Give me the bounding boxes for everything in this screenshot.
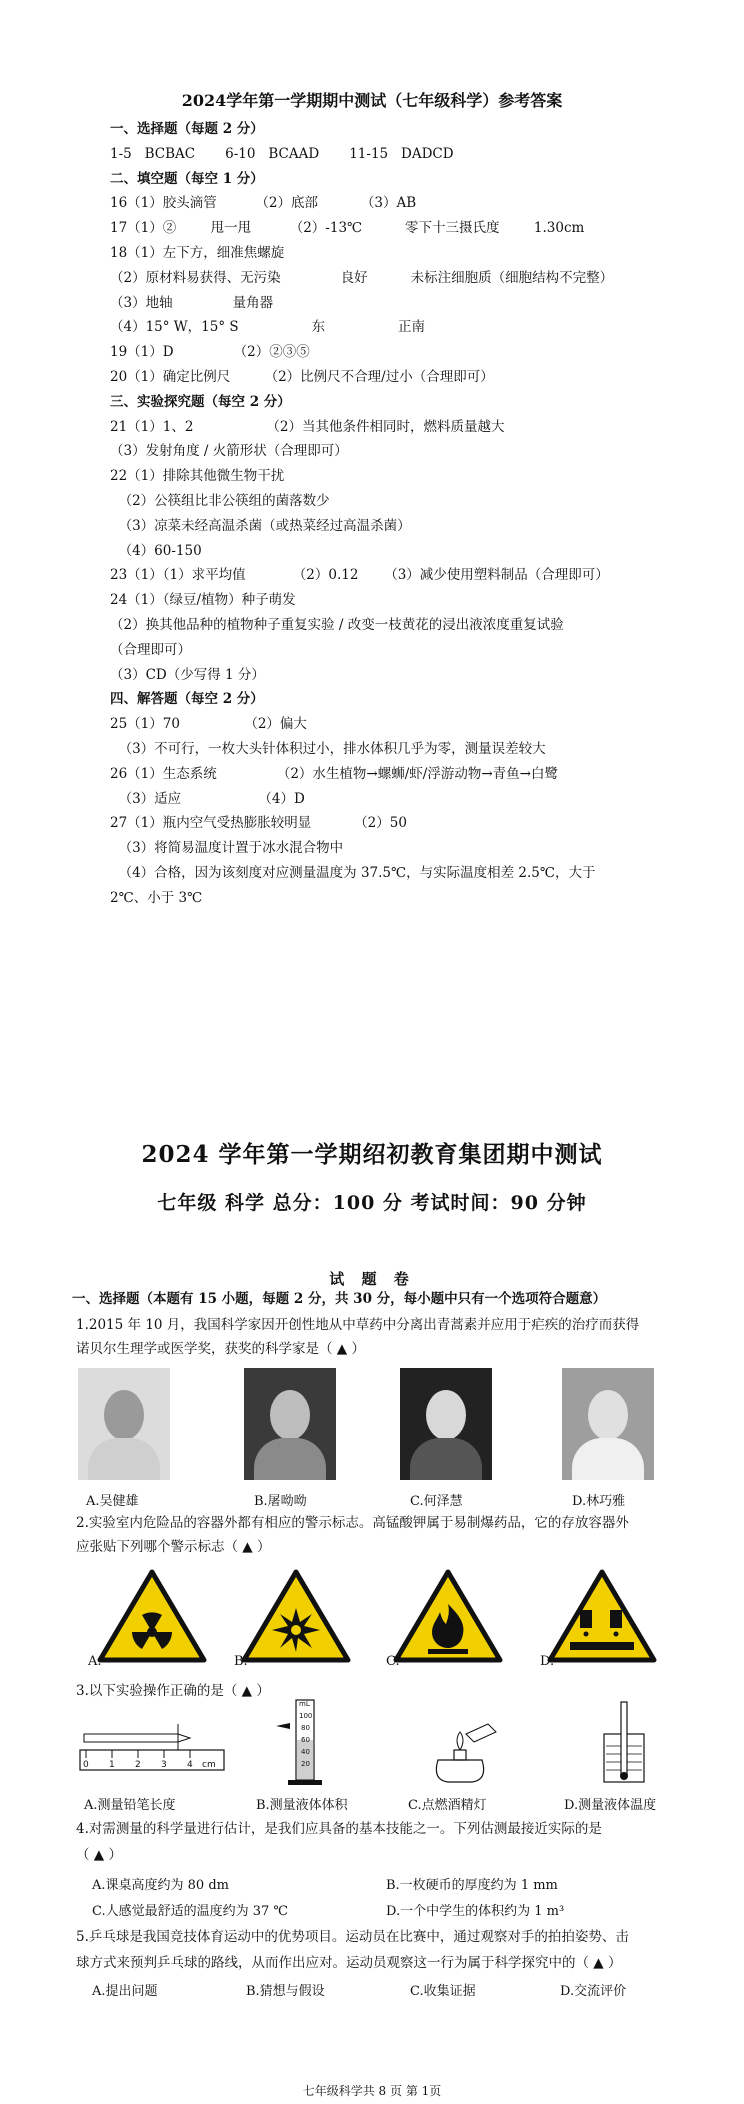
ruler-tick-0: 0 [83, 1760, 89, 1770]
scientist-photo-a [78, 1368, 170, 1480]
question-5-line-2: 球方式来预判乒乓球的路线，从而作出应对。运动员观察这一行为属于科学探究中的（ ▲ ） [76, 1955, 622, 1971]
q3-option-d: D.测量液体温度 [564, 1798, 657, 1813]
q5-option-a: A.提出问题 [92, 1984, 158, 1999]
answer-line: 19（1）D （2）②③⑤ [110, 344, 310, 361]
answer-line: （2）公筷组比非公筷组的菌落数少 [110, 493, 330, 509]
answer-line: 2℃、小于 3℃ [110, 889, 203, 906]
scientist-photo-c [400, 1368, 492, 1480]
question-4-line-2: （ ▲ ） [76, 1847, 122, 1863]
answer-section-heading: 四、解答题（每空 2 分） [110, 691, 264, 708]
answer-line: （3）将简易温度计置于冰水混合物中 [110, 840, 344, 857]
question-3-line-1: 3.以下实验操作正确的是（ ▲ ） [76, 1683, 270, 1699]
q2-option-d: D. [540, 1654, 555, 1669]
answer-line: （4）合格，因为该刻度对应测量温度为 37.5℃，与实际温度相差 2.5℃，大于 [110, 865, 596, 881]
answer-key-title: 2024学年第一学期期中测试（七年级科学）参考答案 [181, 91, 563, 110]
answer-section-heading: 二、填空题（每空 1 分） [110, 170, 264, 187]
explosive-warning-icon [240, 1568, 352, 1664]
q5-option-b: B.猜想与假设 [246, 1984, 325, 1999]
q1-option-d: D.林巧雅 [572, 1494, 626, 1509]
answer-line: （2）换其他品种的植物种子重复实验 / 改变一枝黄花的浸出液浓度重复试验 [110, 617, 564, 633]
q3-option-c: C.点燃酒精灯 [408, 1798, 487, 1813]
answer-line: 26（1）生态系统 （2）水生植物→螺蛳/虾/浮游动物→青鱼→白鹭 [110, 765, 558, 782]
cylinder-tick-80: 80 [301, 1724, 310, 1732]
answer-line: （3）地轴 量角器 [110, 294, 274, 311]
exam-title: 2024 学年第一学期绍初教育集团期中测试 [141, 1141, 603, 1168]
question-1-line-2: 诺贝尔生理学或医学奖，获奖的科学家是（ ▲ ） [76, 1341, 365, 1357]
q4-option-a: A.课桌高度约为 80 dm [92, 1878, 229, 1893]
answer-line: （合理即可） [110, 641, 191, 658]
q4-option-b: B.一枚硬币的厚度约为 1 mm [386, 1878, 558, 1893]
question-4-line-1: 4.对需测量的科学量进行估计，是我们应具备的基本技能之一。下列估测最接近实际的是 [76, 1821, 602, 1837]
alcohol-lamp-diagram [418, 1720, 502, 1786]
answer-section-heading: 三、实验探究题（每空 2 分） [110, 393, 291, 410]
q4-option-d: D.一个中学生的体积约为 1 m³ [386, 1904, 565, 1919]
answer-line: 20（1）确定比例尺 （2）比例尺不合理/过小（合理即可） [110, 369, 494, 385]
answer-section-heading: 一、选择题（每题 2 分） [110, 121, 264, 137]
q3-option-a: A.测量铅笔长度 [84, 1798, 176, 1813]
question-1-line-1: 1.2015 年 10 月，我国科学家因开创性地从中草药中分离出青蒿素并应用于疟疾的治疗而获得 [76, 1317, 640, 1333]
answer-line: （4）15° W，15° S 东 正南 [110, 319, 426, 336]
scientist-photo-d [562, 1368, 654, 1480]
scientist-photo-b [244, 1368, 336, 1480]
q5-option-d: D.交流评价 [560, 1984, 627, 1999]
cylinder-tick-60: 60 [301, 1736, 310, 1744]
q1-option-c: C.何泽慧 [410, 1494, 463, 1509]
answer-line: 23（1）（1）求平均值 （2）0.12 （3）减少使用塑料制品（合理即可） [110, 567, 609, 584]
corrosive-warning-icon [546, 1568, 658, 1664]
q5-option-c: C.收集证据 [410, 1984, 476, 1999]
question-2-line-2: 应张贴下列哪个警示标志（ ▲ ） [76, 1539, 271, 1555]
q2-option-a: A. [88, 1654, 102, 1669]
flammable-warning-icon [392, 1568, 504, 1664]
q4-option-c: C.人感觉最舒适的温度约为 37 ℃ [92, 1904, 288, 1919]
ruler-tick-3: 3 [161, 1760, 167, 1770]
q1-option-b: B.屠呦呦 [254, 1494, 307, 1509]
answer-line: （2）原材料易获得、无污染 良好 未标注细胞质（细胞结构不完整） [110, 269, 614, 286]
graduated-cylinder-diagram [272, 1696, 332, 1788]
cylinder-tick-20: 20 [301, 1760, 310, 1768]
page-footer: 七年级科学共 8 页 第 1页 [302, 2084, 442, 2098]
cylinder-tick-100: 100 [299, 1712, 313, 1720]
ruler-pencil-diagram [78, 1720, 228, 1778]
answer-line: 22（1）排除其他微生物干扰 [110, 468, 285, 485]
answer-line: 1-5 BCBAC 6-10 BCAAD 11-15 DADCD [110, 145, 454, 162]
question-2-line-1: 2.实验室内危险品的容器外都有相应的警示标志。高锰酸钾属于易制爆药品，它的存放容器外 [76, 1515, 629, 1531]
radiation-warning-icon [96, 1568, 208, 1664]
cylinder-tick-40: 40 [301, 1748, 310, 1756]
answer-line: 24（1）（绿豆/植物）种子萌发 [110, 592, 296, 609]
answer-line: 21（1）1、2 （2）当其他条件相同时，燃料质量越大 [110, 418, 505, 435]
thermometer-beaker-diagram [594, 1700, 654, 1786]
q3-option-b: B.测量液体体积 [256, 1798, 348, 1813]
ruler-tick-4: 4 [187, 1760, 193, 1770]
paper-label: 试 题 卷 [329, 1270, 415, 1288]
ruler-tick-2: 2 [135, 1760, 141, 1770]
q2-option-c: C. [386, 1654, 400, 1669]
answer-line: 25（1）70 （2）偏大 [110, 716, 307, 733]
answer-line: （3）发射角度 / 火箭形状（合理即可） [110, 443, 348, 460]
answer-line: 17（1）② 甩一甩 （2）-13℃ 零下十三摄氏度 1.30cm [110, 220, 585, 237]
ruler-unit: cm [202, 1760, 216, 1770]
exam-subtitle: 七年级 科学 总分：100 分 考试时间：90 分钟 [157, 1192, 587, 1214]
answer-line: （3）不可行，一枚大头针体积过小，排水体积几乎为零，测量误差较大 [110, 741, 546, 757]
answer-line: （3）适应 （4）D [110, 790, 305, 807]
answer-line: （3）凉菜未经高温杀菌（或热菜经过高温杀菌） [110, 517, 411, 534]
answer-line: （4）60-150 [110, 542, 202, 559]
question-5-line-1: 5.乒乓球是我国竞技体育运动中的优势项目。运动员在比赛中，通过观察对手的拍拍姿势、击 [76, 1929, 629, 1945]
section-1-heading: 一、选择题（本题有 15 小题，每题 2 分，共 30 分，每小题中只有一个选项符合题意） [72, 1291, 607, 1307]
q2-option-b: B. [234, 1654, 248, 1669]
cylinder-unit: mL [299, 1700, 310, 1708]
ruler-tick-1: 1 [109, 1760, 115, 1770]
answer-line: 27（1）瓶内空气受热膨胀较明显 （2）50 [110, 815, 407, 832]
q1-option-a: A.吴健雄 [86, 1494, 139, 1509]
answer-line: 16（1）胶头滴管 （2）底部 （3）AB [110, 195, 417, 212]
answer-line: （3）CD（少写得 1 分） [110, 666, 265, 683]
answer-line: 18（1）左下方，细准焦螺旋 [110, 245, 285, 261]
